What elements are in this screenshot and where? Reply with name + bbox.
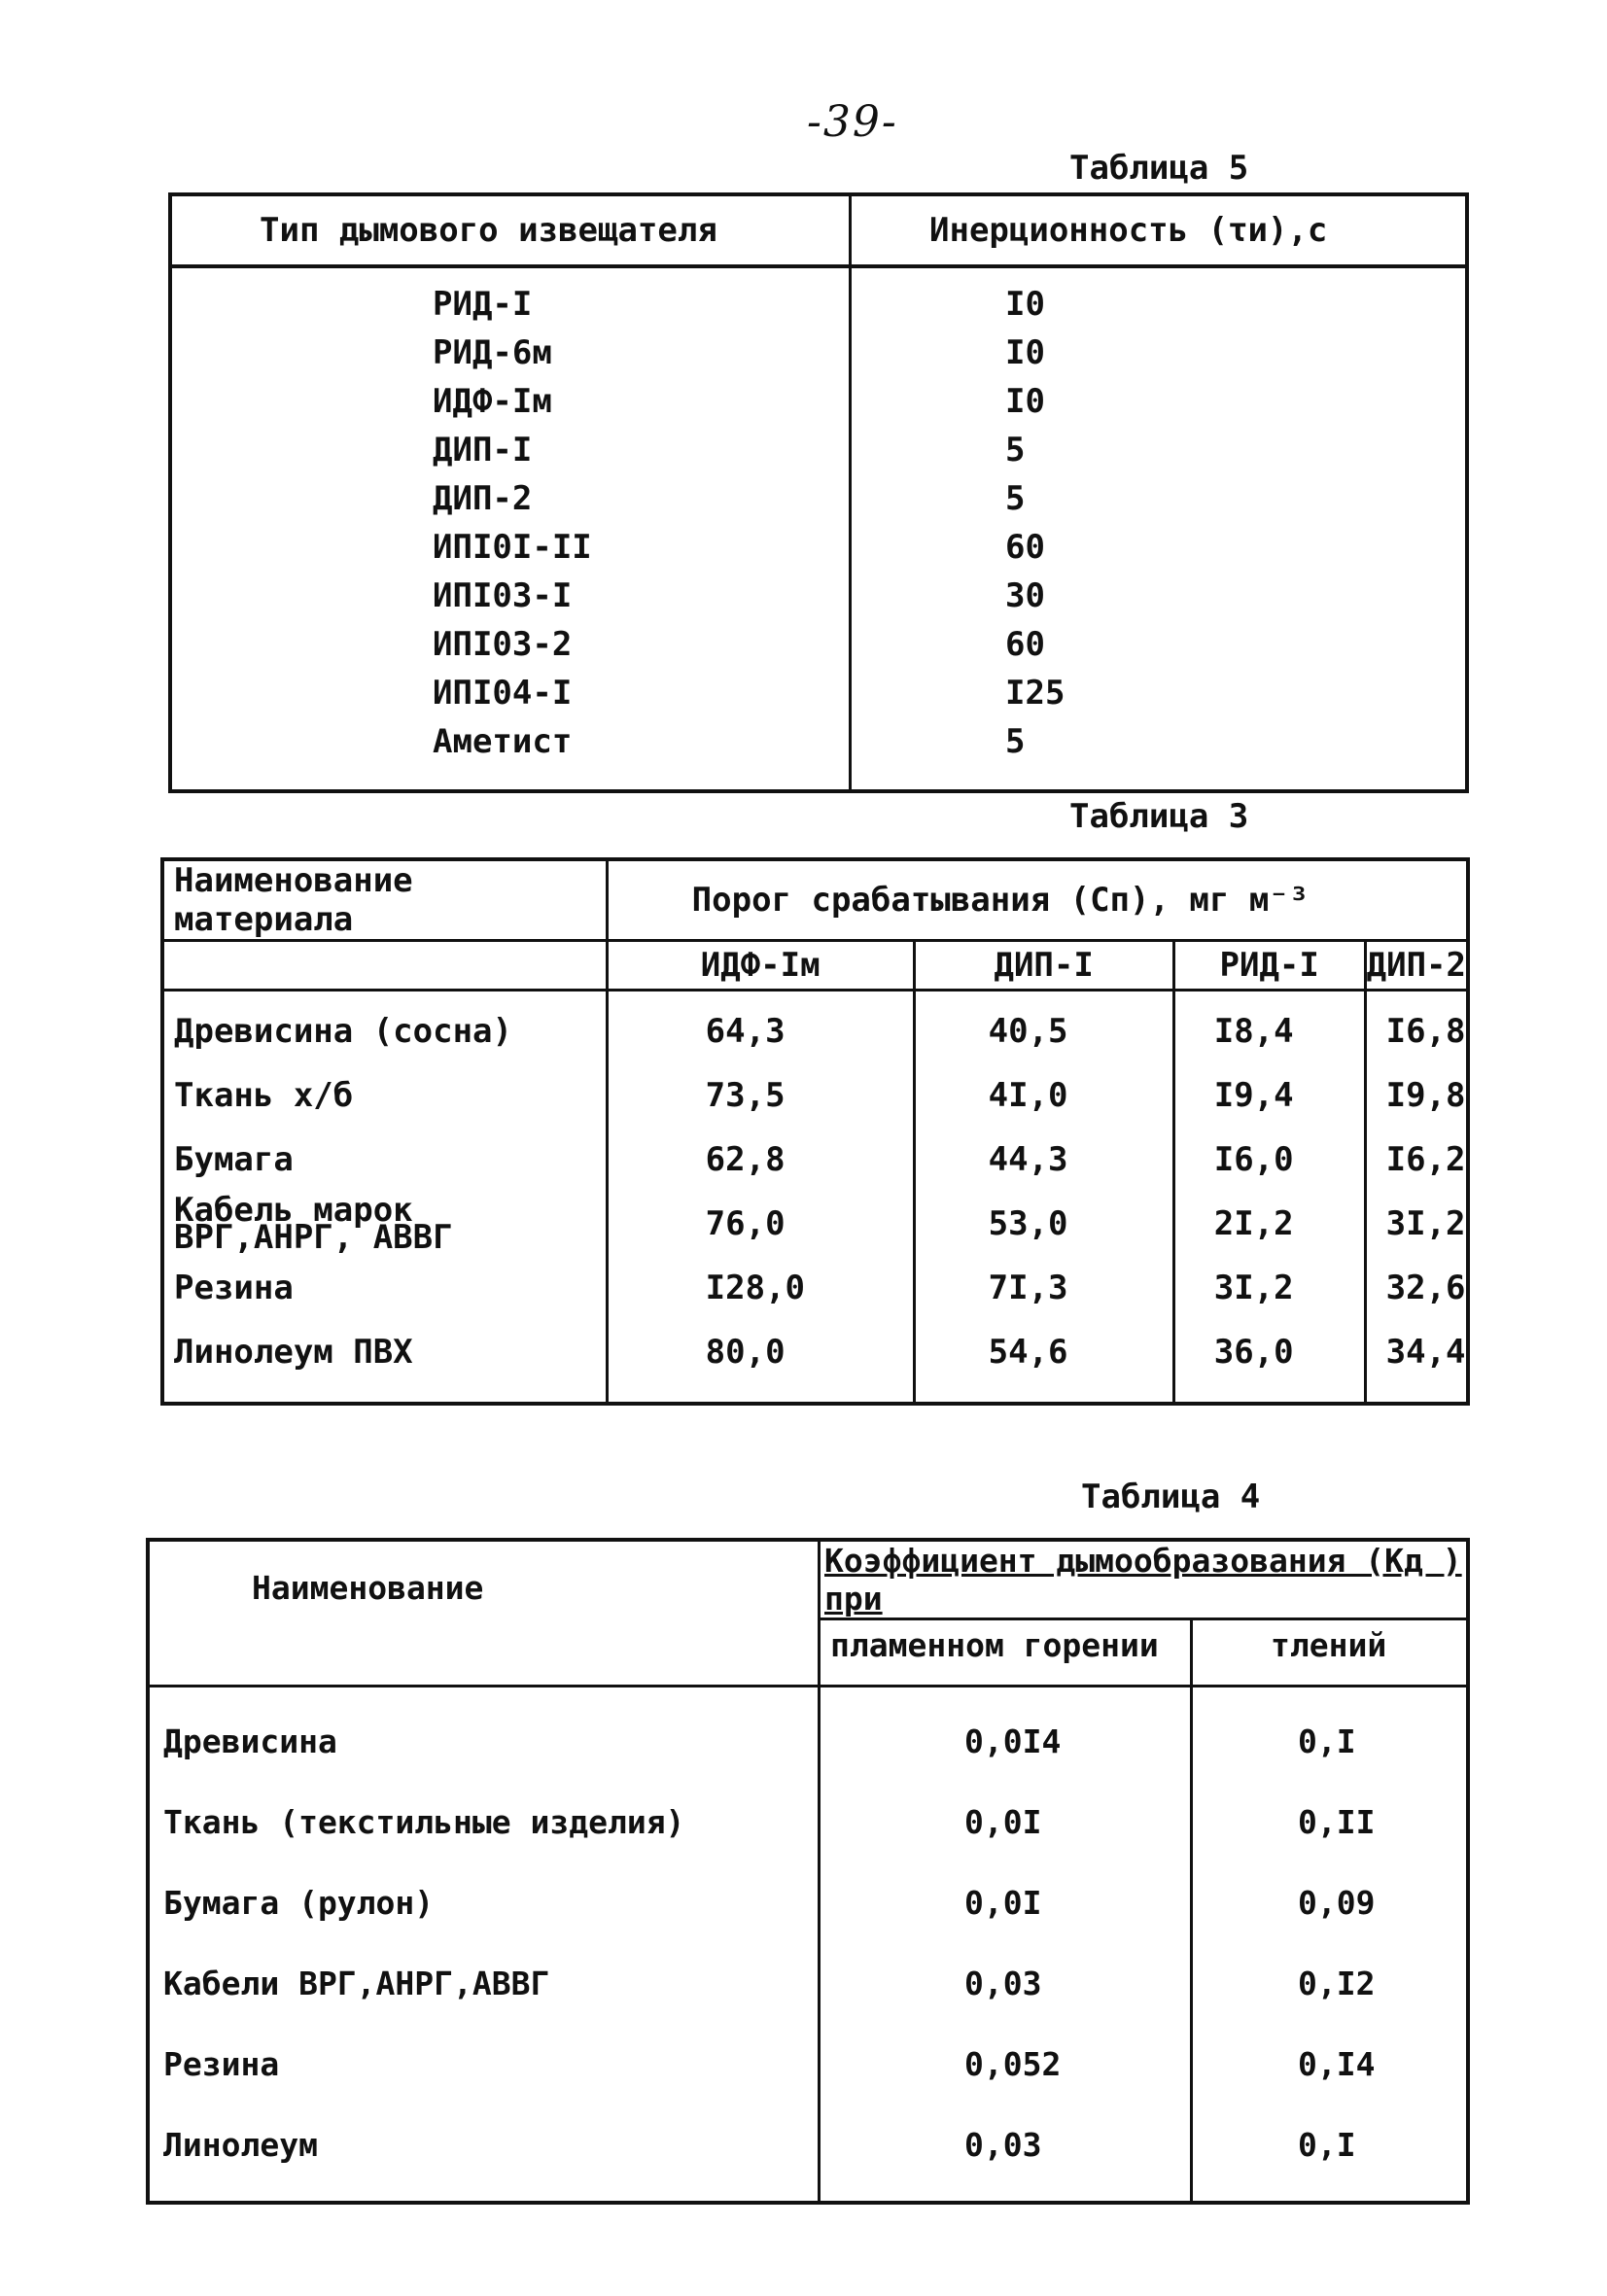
coefficient-value: 0,I4 <box>1192 2024 1469 2105</box>
coefficient-value: 0,II <box>1192 1782 1469 1862</box>
threshold-value: 62,8 <box>607 1128 914 1192</box>
coefficient-value: 0,0I <box>820 1862 1192 1943</box>
inertia-value: 60 <box>1005 528 1045 567</box>
threshold-value: 73,5 <box>607 1063 914 1128</box>
threshold-value: 44,3 <box>914 1128 1173 1192</box>
coefficient-value: 0,09 <box>1192 1862 1469 1943</box>
material-name: Древисина (сосна) <box>162 991 607 1064</box>
inertia-value: 60 <box>1005 625 1045 664</box>
table4-header-name: Наименование <box>148 1540 820 1687</box>
inertia-value: 5 <box>1005 431 1026 470</box>
threshold-value: 7I,3 <box>914 1256 1173 1320</box>
table3-subheader: ИДФ-Iм <box>607 941 914 991</box>
threshold-value: 40,5 <box>914 991 1173 1064</box>
inertia-value: I0 <box>1005 333 1045 372</box>
table-row <box>170 377 1467 426</box>
threshold-value: I28,0 <box>607 1256 914 1320</box>
table-row <box>148 1862 1468 1943</box>
table3-subheader: РИД-I <box>1173 941 1365 991</box>
table-row <box>170 266 1467 329</box>
table-row <box>148 1687 1468 1783</box>
material-name: Резина <box>162 1256 607 1320</box>
inertia-value: I25 <box>1005 674 1066 713</box>
coefficient-value: 0,I <box>1192 1687 1469 1783</box>
threshold-value: I6,0 <box>1173 1128 1365 1192</box>
material-name: Резина <box>148 2024 820 2105</box>
threshold-value: 53,0 <box>914 1192 1173 1256</box>
table4 <box>146 1538 1470 2205</box>
detector-type: ИПI04-I <box>170 669 851 717</box>
coefficient-value: 0,03 <box>820 1943 1192 2024</box>
inertia-value: 30 <box>1005 576 1045 615</box>
threshold-value: I6,8 <box>1365 991 1468 1064</box>
table5-header-inertia: Инерционность (τи),с <box>851 194 1468 266</box>
coefficient-value: 0,0I <box>820 1782 1192 1862</box>
detector-type: ДИП-2 <box>170 474 851 523</box>
threshold-value: I9,8 <box>1365 1063 1468 1128</box>
threshold-value: 34,4 <box>1365 1320 1468 1404</box>
table-row <box>170 620 1467 669</box>
threshold-value: 76,0 <box>607 1192 914 1256</box>
table-row <box>170 329 1467 377</box>
table-row <box>162 1063 1468 1128</box>
table4-subheader: тлений <box>1192 1619 1469 1687</box>
coefficient-value: 0,I <box>1192 2105 1469 2203</box>
detector-type: РИД-6м <box>170 329 851 377</box>
table3-header-material: Наименование материала <box>162 859 607 941</box>
table5-header-type: Тип дымового извещателя <box>170 194 851 266</box>
table-row <box>170 426 1467 474</box>
material-name: Линолеум <box>148 2105 820 2203</box>
inertia-value: 5 <box>1005 722 1026 761</box>
table-row <box>162 991 1468 1064</box>
coefficient-value: 0,052 <box>820 2024 1192 2105</box>
table3-header-threshold: Порог срабатывания (Сп), мг м⁻³ <box>607 859 1468 941</box>
table3-header-empty <box>162 941 607 991</box>
threshold-value: I6,2 <box>1365 1128 1468 1192</box>
threshold-value: I8,4 <box>1173 991 1365 1064</box>
coefficient-value: 0,0I4 <box>820 1687 1192 1783</box>
table-row <box>148 2105 1468 2203</box>
detector-type: ИДФ-Iм <box>170 377 851 426</box>
coefficient-value: 0,I2 <box>1192 1943 1469 2024</box>
detector-type: РИД-I <box>170 266 851 329</box>
table-row <box>170 717 1467 791</box>
table-row <box>162 1128 1468 1192</box>
table4-subheader: пламенном горении <box>820 1619 1192 1687</box>
table-row <box>162 1320 1468 1404</box>
threshold-value: 36,0 <box>1173 1320 1365 1404</box>
inertia-value: 5 <box>1005 479 1026 518</box>
table-row <box>148 2024 1468 2105</box>
threshold-value: I9,4 <box>1173 1063 1365 1128</box>
detector-type: ИПI03-2 <box>170 620 851 669</box>
table-row <box>170 669 1467 717</box>
table-row <box>170 572 1467 620</box>
table-row <box>148 1782 1468 1862</box>
threshold-value: 32,6 <box>1365 1256 1468 1320</box>
table-row <box>162 1256 1468 1320</box>
table3-caption: Таблица 3 <box>1069 797 1249 836</box>
material-name: Бумага <box>162 1128 607 1192</box>
table-row <box>148 1943 1468 2024</box>
material-name: Бумага (рулон) <box>148 1862 820 1943</box>
material-name: Линолеум ПВХ <box>162 1320 607 1404</box>
material-name: Ткань х/б <box>162 1063 607 1128</box>
threshold-value: 3I,2 <box>1365 1192 1468 1256</box>
inertia-value: I0 <box>1005 382 1045 421</box>
table-row <box>170 523 1467 572</box>
table4-header-coefficient: Коэффициент дымообразования (Кд ) при <box>820 1540 1469 1619</box>
detector-type: ИПI03-I <box>170 572 851 620</box>
threshold-value: 4I,0 <box>914 1063 1173 1128</box>
material-name: Кабели ВРГ,АНРГ,АВВГ <box>148 1943 820 2024</box>
coefficient-value: 0,03 <box>820 2105 1192 2203</box>
table5-caption: Таблица 5 <box>1069 149 1249 188</box>
threshold-value: 64,3 <box>607 991 914 1064</box>
detector-type: ИПI0I-II <box>170 523 851 572</box>
threshold-value: 3I,2 <box>1173 1256 1365 1320</box>
table-row <box>162 1192 1468 1256</box>
page-number: -39- <box>807 97 898 147</box>
threshold-value: 54,6 <box>914 1320 1173 1404</box>
material-name: Древисина <box>148 1687 820 1783</box>
threshold-value: 80,0 <box>607 1320 914 1404</box>
table5 <box>168 192 1469 793</box>
table-row <box>170 474 1467 523</box>
table3-subheader: ДИП-2 <box>1365 941 1468 991</box>
inertia-value: I0 <box>1005 285 1045 324</box>
table3-subheader: ДИП-I <box>914 941 1173 991</box>
detector-type: Аметист <box>170 717 851 791</box>
material-name: Кабель марок ВРГ,АНРГ, АВВГ <box>162 1192 607 1256</box>
material-name: Ткань (текстильные изделия) <box>148 1782 820 1862</box>
table3 <box>160 857 1470 1406</box>
threshold-value: 2I,2 <box>1173 1192 1365 1256</box>
detector-type: ДИП-I <box>170 426 851 474</box>
table4-caption: Таблица 4 <box>1081 1478 1261 1516</box>
